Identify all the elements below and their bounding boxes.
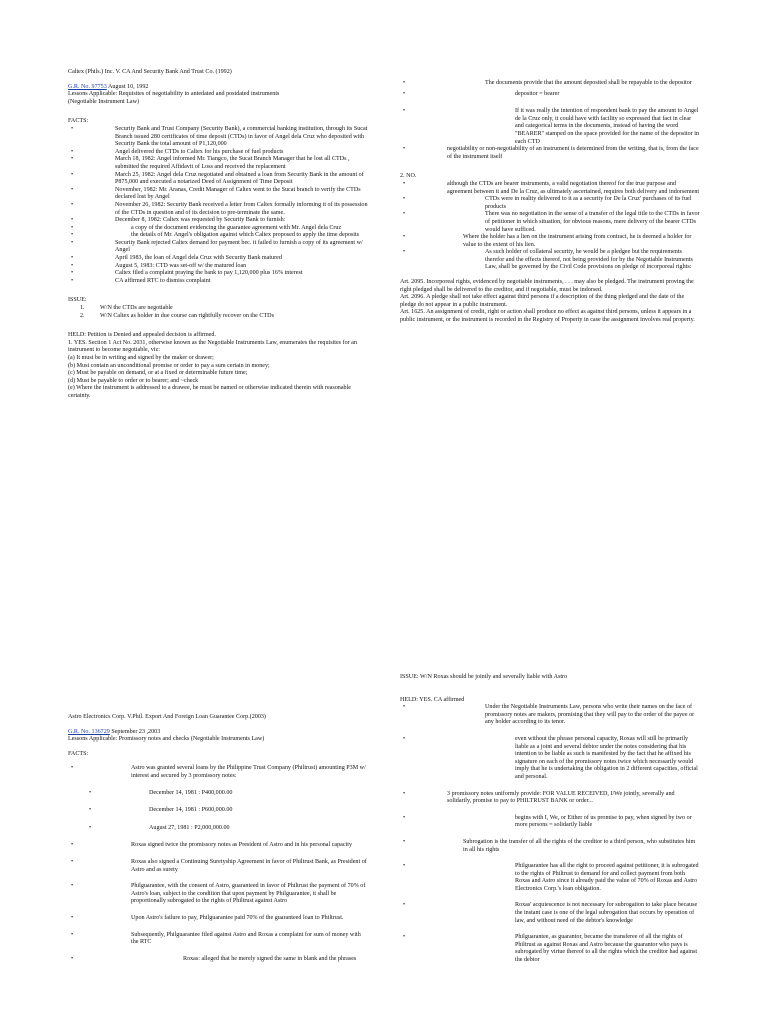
case2-issue: ISSUE: W/N Roxas should be jointly and severally liable with Astro	[400, 674, 568, 680]
article-text: Art. 2095. Incorporeal rights, evidenced by negotiable instruments, . . . may also be pledged. The instrument proving the right pledged shall be delivered to the creditor, and if negotiable, must be indorsed.	[400, 279, 694, 293]
list-item: • Security Bank and Trust Company (Security Bank), a commercial banking institution, through its Sucat Branch issued 280 certificates of time deposit (CTDs) in favor of Angel dela Cruz who deposited with Security Bank the total amount of P1,120,000	[68, 126, 368, 149]
list-item: • although the CTDs are bearer instruments, a valid negotiation thereof for the true purpose and agreement between it and De la Cruz, as ultimately ascertained, requires both delivery and indorsement	[400, 181, 700, 196]
list-item: • Roxas signed twice the promissory notes as President of Astro and in his personal capacity	[68, 842, 368, 850]
case2-title: Astro Electronics Corp. V.Phil. Export And Foreign Loan Guarantee Corp.(2003)	[68, 714, 266, 720]
list-item: • As such holder of collateral security, he would be a pledgee but the requirements therefor and the effects thereof, not being provided for by the Negotiable Instruments Law, shall be governed by the Civil Code provisions on pledge of incorporeal rights:	[400, 249, 700, 272]
list-item: 2. W/N Caltex as holder in due course can rightfully recover on the CTDs	[80, 312, 274, 319]
list-item: • March 25, 1982: Angel dela Cruz negotiated and obtained a loan from Security Bank in the amount of P875,000 and executed a notarized Deed of Assignment of Time Deposit	[68, 172, 368, 187]
requisite-item: (a) It must be in writing and signed by the maker or drawer;	[68, 355, 214, 361]
list-item: • CA affirmed RTC to dismiss complaint	[68, 278, 368, 286]
list-item: • Under the Negotiable Instruments Law, persons who write their names on the face of promissory notes are makers, promising that they will pay to the order of the payee or any holder according to its tenor.	[400, 704, 700, 727]
list-item: • Astro was granted several loans by the Philippine Trust Company (Philtrust) amounting P3M w/ interest and secured by 3 promissory notes:	[68, 765, 368, 780]
requisite-item: (c) Must be payable on demand, or at a fixed or determinable future time;	[68, 370, 248, 377]
list-item: • December 14, 1981 : P600,000.00	[86, 807, 368, 815]
case1-left-column	[68, 69, 368, 401]
case1-title: Caltex (Phils.) Inc. V. CA And Security Bank And Trust Co. (1992)	[68, 69, 232, 75]
list-item: • Caltex filed a complaint praying the bank to pay 1,120,000 plus 16% interest	[68, 270, 368, 278]
list-item: • December 8, 1982: Caltex was requested by Security Bank to furnish:	[68, 217, 368, 225]
case1-no-bullets	[400, 181, 700, 272]
list-item: • 3 promissory notes uniformly provide: FOR VALUE RECEIVED, I/We jointly, severally and solidarily, promise to pay to PHILTRUST BANK or order...	[400, 791, 700, 806]
case2-lessons: Lessons Applicable: Promissory notes and checks (Negotiable Instruments Law)	[68, 736, 265, 743]
case1-held-heading: HELD: Petition is Denied and appealed decision is affirmed.	[68, 332, 216, 339]
case1-issue-heading: ISSUE:	[68, 297, 87, 304]
list-item: • Security Bank rejected Caltex demand for payment bec. it failed to furnish a copy of its agreement w/ Angel	[68, 240, 368, 255]
list-item: • Philguarantee, as guarantor, became the transferee of all the rights of Philtrust as against Roxas and Astro because the guarantor who pays is subrogated by virtue thereof to all the rights which the creditor had against the debtor	[400, 934, 700, 964]
list-item: • April 1983, the loan of Angel dela Cruz with Security Bank matured	[68, 255, 368, 263]
list-item: • Angel delivered the CTDs to Caltex for his purchase of fuel products	[68, 149, 368, 157]
list-item: • Philguarantee, with the consent of Astro, guaranteed in favor of Philtrust the payment of 70% of Astro's loan, subject to the condition that upon payment by Philguarantee, it shall be proportionally subrogated to the rights of Philtrust against Astro	[68, 883, 368, 906]
list-item: • There was no negotiation in the sense of a transfer of the legal title to the CTDs in favor of petitioner in which situation, for obvious reasons, mere delivery of the bearer CTDs would have sufficed.	[400, 211, 700, 234]
case2-facts-list	[68, 765, 368, 780]
list-item: • August 27, 1981 : P2,000,000.00	[86, 825, 368, 833]
list-item: 1. W/N the CTDs are negotiable	[80, 305, 173, 312]
list-item: • Subsequently, Philguarantee filed against Astro and Roxas a complaint for sum of money with the RTC	[68, 932, 368, 947]
case2-facts-heading: FACTS:	[68, 750, 89, 757]
list-item: • Subrogation is the transfer of all the rights of the creditor to a third person, who substitutes him in all his rights	[400, 839, 700, 854]
list-item: • August 5, 1983: CTD was set-off w/ the matured loan	[68, 263, 368, 271]
case1-right-bullets	[400, 80, 700, 161]
list-item: • Roxas also signed a Continuing Suretyship Agreement in favor of Philtrust Bank, as President of Astro and as surety	[68, 859, 368, 874]
case2-held-bullets	[400, 704, 700, 964]
list-item: • even without the phrase personal capacity, Roxas will still be primarily liable as a joint and several debtor under the notes considering that his intention to be liable as such is manifested by the fact that he affixed his signature on each of the promissory notes twice which necessarily would imply that he is undertaking the obligation in 2 different capacities, official and personal.	[400, 736, 700, 782]
case2-right-column	[400, 674, 700, 974]
case1-facts-list	[68, 126, 368, 285]
case2-facts-list-continued	[68, 842, 368, 963]
list-item: • Philguarantee has all the right to proceed against petitioner, it is subrogated to the rights of Philtrust to demand for and collect payment from both Roxas and Astro since it already paid the value of 70% of Roxas and Astro Electronics Corp.'s loan obligation.	[400, 863, 700, 893]
case1-lessons: Lessons Applicable: Requisites of negotiability to antedated and postdated instruments	[68, 91, 280, 98]
case1-facts-heading: FACTS:	[68, 118, 89, 125]
case1-law: (Negotiable Instrument Law)	[68, 98, 140, 105]
list-item: • Roxas: alleged that he merely signed the same in blank and the phrases	[68, 956, 368, 964]
list-item: • a copy of the document evidencing the guarantee agreement with Mr. Angel dela Cruz	[68, 225, 368, 233]
case1-gr-link[interactable]: G.R. No. 97753	[68, 83, 107, 90]
list-item: • CTDs were in reality delivered to it as a security for De la Cruz' purchases of its fuel products	[400, 196, 700, 211]
case2-held: HELD: YES. CA affirmed	[400, 696, 465, 703]
list-item: • Upon Astro's failure to pay, Philguarantee paid 70% of the guaranteed loan to Philtrust.	[68, 915, 368, 923]
list-item: • begins with I, We, or Either of us promise to pay, when signed by two or more persons = solidarily liable	[400, 815, 700, 830]
article-text: Art. 2096. A pledge shall not take effect against third persons if a description of the thing pledged and the date of the pledge do not appear in a public instrument.	[400, 294, 685, 308]
list-item: • December 14, 1981 : P400,000.00	[86, 790, 368, 798]
list-item: • If it was really the intention of respondent bank to pay the amount to Angel de la Cruz only, it could have with facility so expressed that fact in clear and categorical terms in the documents, instead of having the word "BEARER" stamped on the space provided for the name of the depositor in each CTD	[400, 108, 700, 146]
requisite-item: (b) Must contain an unconditional promise or order to pay a sum certain in money;	[68, 362, 270, 369]
case1-no-heading: 2. NO.	[400, 173, 417, 180]
case1-right-column	[400, 80, 700, 325]
list-item: • Roxas' acquiescence is not necessary for subrogation to take place because the instant case is one of the legal subrogation that occurs by operation of law, and without need of the debtor's knowledge	[400, 902, 700, 925]
case1-date: August 10, 1992	[106, 83, 149, 90]
list-item: • The documents provide that the amount deposited shall be repayable to the depositor	[400, 80, 700, 88]
list-item: • the details of Mr. Angel's obligation against which Caltex proposed to apply the time deposits	[68, 232, 368, 240]
requisite-item: (d) Must be payable to order or to bearer; and ~check	[68, 377, 199, 384]
list-item: • November, 1982: Mr. Aranas, Credit Manager of Caltex went to the Sucat branch to verify the CTDs declared lost by Angel	[68, 187, 368, 202]
requisite-item: (e) Where the instrument is addressed to a drawee, he must be named or otherwise indicated therein with reasonable certainty.	[68, 385, 351, 399]
case1-held-intro: 1. YES. Section 1 Act No. 2031, otherwise known as the Negotiable Instruments Law, enumerates the requisites for an instrument to become negotiable, viz:	[68, 339, 357, 354]
article-text: Art. 1625. An assignment of credit, right or action shall produce no effect as against third persons, unless it appears in a public instrument, or the instrument is recorded in the Registry of Property in case the assignment involves real property.	[400, 309, 695, 324]
list-item: • negotiability or non-negotiability of an instrument is determined from the writing, that is, from the face of the instrument itself	[400, 146, 700, 161]
case2-left-column	[68, 714, 368, 972]
case1-issues-list	[68, 305, 368, 320]
promissory-notes-list	[86, 790, 368, 833]
case2-date: September 23 ,2003	[109, 728, 161, 735]
list-item: • depositor = bearer	[400, 91, 700, 99]
list-item: • Where the holder has a lien on the instrument arising from contract, he is deemed a holder for value to the extent of his lien.	[400, 234, 700, 249]
case2-gr-link[interactable]: G.R. No. 136729	[68, 728, 110, 735]
list-item: • November 26, 1982: Security Bank received a letter from Caltex formally informing it of its possession of the CTDs in question and of its decision to pre-terminate the same.	[68, 202, 368, 217]
list-item: • March 18, 1982: Angel informed Mr. Tiangco, the Sucat Branch Manager that he lost all CTDs , submitted the required Affidavit of Loss and received the replacement	[68, 156, 368, 171]
